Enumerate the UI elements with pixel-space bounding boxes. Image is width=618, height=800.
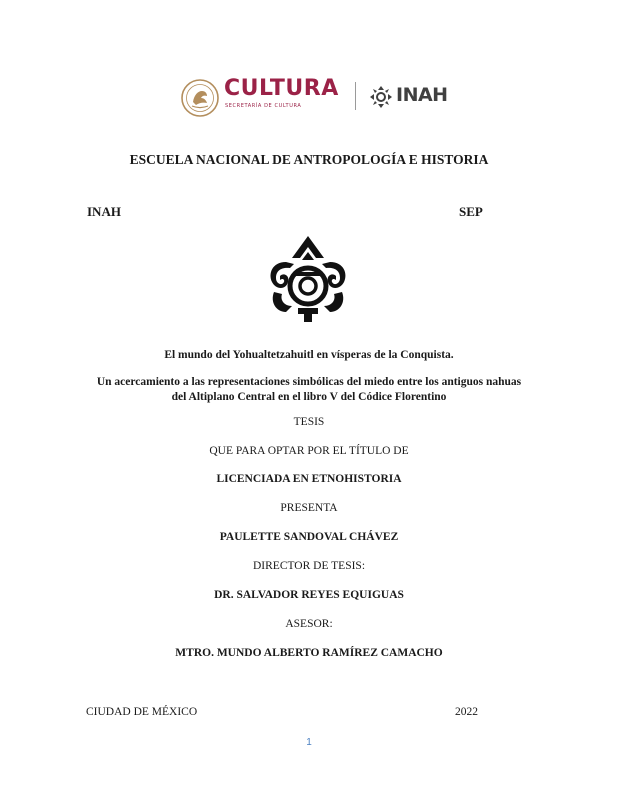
year: 2022 [455, 706, 478, 718]
sep-label: SEP [459, 204, 483, 219]
inah-label: INAH [87, 204, 121, 219]
thesis-subtitle: Un acercamiento a las representaciones simbólicas del miedo entre los antiguos nahuas del Altiplano Central en el libro V del Códice Florentino [96, 376, 522, 403]
cultura-logo-subtitle: SECRETARÍA DE CULTURA [225, 103, 302, 109]
advisor-label: ASESOR: [285, 618, 333, 630]
enah-emblem-icon [264, 234, 352, 326]
director-label: DIRECTOR DE TESIS: [252, 560, 366, 572]
thesis-title: El mundo del Yohualtetzahuitl en vísperas de la Conquista. [164, 349, 454, 361]
director-name: DR. SALVADOR REYES EQUIGUAS [214, 589, 404, 601]
cultura-logo-text: CULTURA [224, 76, 339, 101]
inah-logo-text: INAH [396, 84, 448, 106]
inah-emblem-icon [368, 84, 394, 110]
degree-title: LICENCIADA EN ETNOHISTORIA [216, 473, 402, 485]
mexico-seal-icon [180, 78, 220, 118]
degree-intro: QUE PARA OPTAR POR EL TÍTULO DE [209, 445, 409, 457]
city: CIUDAD DE MÉXICO [86, 706, 198, 718]
header-logos [0, 76, 618, 120]
school-name: ESCUELA NACIONAL DE ANTROPOLOGÍA E HISTORIA [129, 152, 489, 167]
author-name: PAULETTE SANDOVAL CHÁVEZ [219, 531, 399, 543]
presents-label: PRESENTA [280, 502, 338, 514]
logo-divider [355, 82, 356, 110]
page-number: 1 [306, 737, 312, 748]
document-type: TESIS [293, 416, 325, 428]
advisor-name: MTRO. MUNDO ALBERTO RAMÍREZ CAMACHO [175, 647, 443, 659]
